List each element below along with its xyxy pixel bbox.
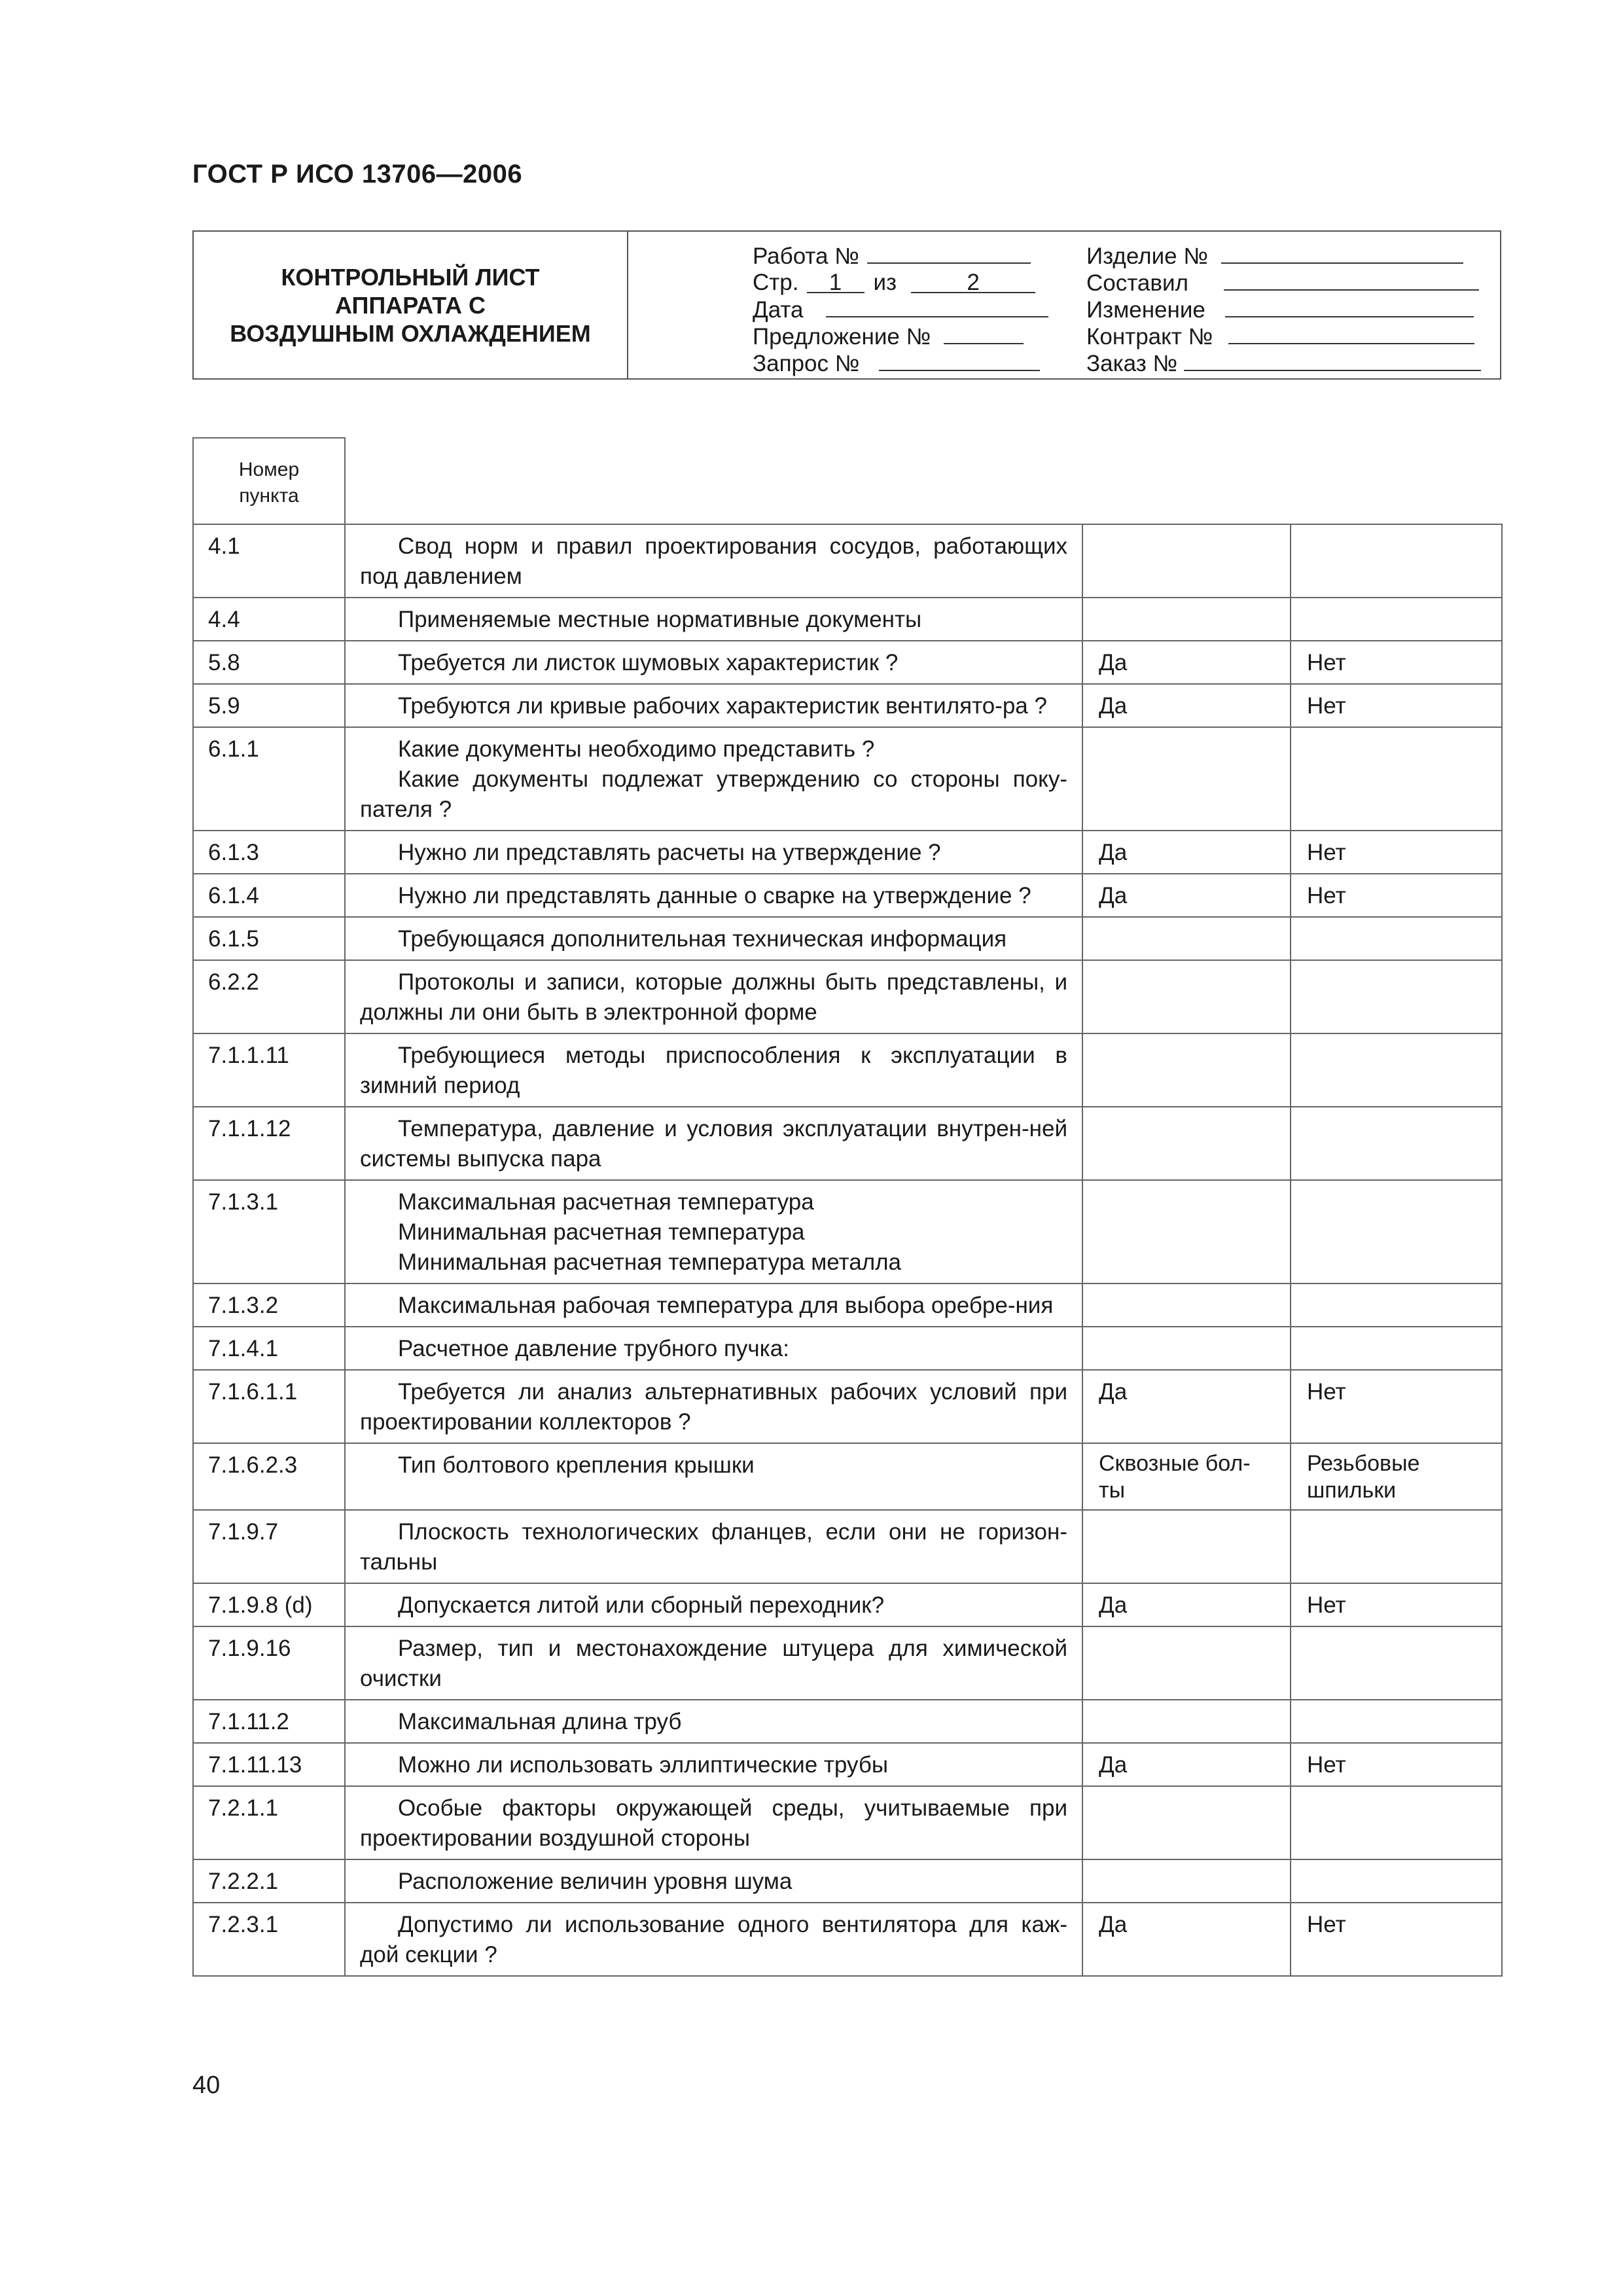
page-field[interactable]: 1 (807, 272, 865, 293)
option-yes-cell[interactable] (1082, 598, 1291, 641)
item-number-label: Изделие № (1086, 243, 1208, 269)
job-number-label: Работа № (753, 243, 859, 269)
contract-row (1086, 323, 1481, 350)
option-no-cell[interactable] (1291, 1033, 1502, 1107)
item-number: 7.1.1.12 (193, 1107, 345, 1180)
table-row (193, 598, 1502, 641)
item-description (345, 1903, 1082, 1976)
item-description (345, 1859, 1082, 1903)
option-yes-cell[interactable] (1082, 1700, 1291, 1743)
item-description-line: Тип болтового крепления крышки (398, 1452, 755, 1478)
item-number: 6.1.3 (193, 831, 345, 874)
option-yes-cell[interactable] (1082, 1180, 1291, 1283)
inquiry-field[interactable] (879, 350, 1040, 371)
item-description-line: Можно ли использовать эллиптические трубы (398, 1752, 889, 1778)
option-no-cell[interactable] (1291, 1700, 1502, 1743)
item-description-line: Требующиеся методы приспособления к эксплуатации в зимний период (360, 1043, 1067, 1098)
option-yes-cell[interactable] (1082, 727, 1291, 831)
option-no-cell[interactable]: Нет (1291, 1583, 1502, 1626)
item-number: 7.1.3.1 (193, 1180, 345, 1283)
item-description-line: Свод норм и правил проектирования сосудов, работающих под давлением (360, 533, 1067, 589)
item-description-line: Требуются ли кривые рабочих характеристик вентилято-ра ? (398, 693, 1047, 719)
option-no-cell[interactable] (1291, 598, 1502, 641)
item-description-line: Какие документы подлежат утверждению со стороны поку-пателя ? (360, 766, 1067, 822)
date-field[interactable] (826, 296, 1048, 317)
option-yes-cell[interactable] (1082, 1859, 1291, 1903)
item-description-line: Максимальная расчетная температура (398, 1189, 814, 1215)
table-row (193, 1626, 1502, 1700)
option-no-cell[interactable]: Резьбовые шпильки (1291, 1443, 1502, 1510)
item-number: 7.1.11.2 (193, 1700, 345, 1743)
option-no-cell[interactable] (1291, 1327, 1502, 1370)
item-description-line: Применяемые местные нормативные документы (398, 607, 922, 632)
table-row (193, 524, 1502, 598)
table-row (193, 917, 1502, 960)
option-yes-cell[interactable]: Да (1082, 1903, 1291, 1976)
option-no-cell[interactable] (1291, 917, 1502, 960)
item-description-line: Максимальная длина труб (398, 1709, 682, 1734)
table-row (193, 1033, 1502, 1107)
table-row (193, 684, 1502, 727)
item-number: 4.1 (193, 524, 345, 598)
table-row (193, 1370, 1502, 1443)
option-yes-cell[interactable] (1082, 1107, 1291, 1180)
option-no-cell[interactable] (1291, 1859, 1502, 1903)
checklist-table (192, 437, 1503, 1977)
checklist-form-header (192, 230, 1501, 380)
item-description (345, 917, 1082, 960)
option-no-cell[interactable]: Нет (1291, 1370, 1502, 1443)
item-description (345, 1180, 1082, 1283)
item-description (345, 1327, 1082, 1370)
item-description (345, 641, 1082, 684)
job-number-row (753, 242, 1048, 269)
date-label: Дата (753, 297, 804, 323)
option-yes-cell[interactable] (1082, 1283, 1291, 1327)
item-description-line: Особые факторы окружающей среды, учитываемые при проектировании воздушной стороны (360, 1795, 1067, 1851)
item-description-line: Требующаяся дополнительная техническая информация (398, 926, 1007, 952)
job-number-field[interactable] (867, 242, 1031, 264)
prepared-by-label: Составил (1086, 270, 1188, 296)
item-number: 7.1.6.1.1 (193, 1370, 345, 1443)
option-no-cell[interactable] (1291, 960, 1502, 1033)
item-description-line: Какие документы необходимо представить ? (398, 736, 875, 762)
item-description (345, 1510, 1082, 1583)
item-number: 7.1.11.13 (193, 1743, 345, 1786)
option-yes-cell[interactable] (1082, 1510, 1291, 1583)
prepared-by-row (1086, 269, 1481, 296)
item-description-line: Расположение величин уровня шума (398, 1869, 793, 1894)
item-description-line: Плоскость технологических фланцев, если они не горизон-тальны (360, 1519, 1067, 1575)
option-yes-cell[interactable]: Да (1082, 1370, 1291, 1443)
item-description-line: Минимальная расчетная температура (398, 1219, 805, 1245)
option-no-cell[interactable] (1291, 1107, 1502, 1180)
form-title-line: ВОЗДУШНЫМ ОХЛАЖДЕНИЕМ (230, 319, 591, 347)
item-number: 7.1.3.2 (193, 1283, 345, 1327)
page-number: 40 (192, 2072, 221, 2099)
item-number: 6.1.5 (193, 917, 345, 960)
option-no-cell[interactable]: Нет (1291, 641, 1502, 684)
item-number: 6.2.2 (193, 960, 345, 1033)
checklist-body (193, 438, 1502, 1976)
table-row (193, 1859, 1502, 1903)
option-yes-cell[interactable] (1082, 960, 1291, 1033)
table-row (193, 641, 1502, 684)
item-description-line: Нужно ли представлять расчеты на утверждение ? (398, 840, 941, 865)
option-no-cell[interactable]: Нет (1291, 831, 1502, 874)
form-fields-right (1086, 242, 1481, 376)
option-no-cell[interactable] (1291, 1180, 1502, 1283)
item-description (345, 1700, 1082, 1743)
option-yes-cell[interactable]: Да (1082, 684, 1291, 727)
table-row (193, 1107, 1502, 1180)
option-yes-cell[interactable] (1082, 1786, 1291, 1859)
item-description-line: Нужно ли представлять данные о сварке на утверждение ? (398, 883, 1031, 908)
item-number: 7.2.3.1 (193, 1903, 345, 1976)
item-number-header-line: пункта (239, 485, 299, 507)
option-yes-cell[interactable] (1082, 1033, 1291, 1107)
order-field[interactable] (1184, 350, 1481, 371)
option-no-cell[interactable] (1291, 727, 1502, 831)
item-description-line: Температура, давление и условия эксплуатации внутрен-ней системы выпуска пара (360, 1116, 1067, 1172)
proposal-row (753, 323, 1048, 350)
item-number-field[interactable] (1221, 242, 1463, 264)
item-description-line: Максимальная рабочая температура для выбора оребре-ния (398, 1293, 1054, 1318)
option-yes-cell[interactable]: Да (1082, 1743, 1291, 1786)
option-yes-cell[interactable]: Да (1082, 641, 1291, 684)
item-number: 5.8 (193, 641, 345, 684)
page-label: Стр. (753, 270, 799, 295)
option-no-cell[interactable]: Нет (1291, 684, 1502, 727)
item-description (345, 1583, 1082, 1626)
revision-label: Изменение (1086, 297, 1205, 323)
proposal-field[interactable] (944, 323, 1024, 344)
option-no-cell[interactable] (1291, 1510, 1502, 1583)
header-blank (345, 438, 1502, 524)
prepared-by-field[interactable] (1224, 269, 1479, 291)
item-description-line: Требуется ли листок шумовых характеристик ? (398, 650, 899, 675)
option-no-cell[interactable] (1291, 524, 1502, 598)
table-row (193, 1743, 1502, 1786)
item-description (345, 598, 1082, 641)
revision-row (1086, 296, 1481, 323)
total-pages-field[interactable]: 2 (911, 272, 1035, 293)
order-label: Заказ № (1086, 351, 1178, 376)
item-description-line: Минимальная расчетная температура металла (398, 1249, 902, 1275)
item-description (345, 1743, 1082, 1786)
item-number: 6.1.1 (193, 727, 345, 831)
inquiry-row (753, 350, 1048, 376)
item-number: 7.1.9.16 (193, 1626, 345, 1700)
contract-field[interactable] (1228, 323, 1474, 344)
item-description-line: Требуется ли анализ альтернативных рабочих условий при проектировании коллекторов ? (360, 1379, 1067, 1435)
item-description-line: Допустимо ли использование одного вентилятора для каж-дой секции ? (360, 1912, 1067, 1967)
item-description (345, 727, 1082, 831)
item-number: 7.2.1.1 (193, 1786, 345, 1859)
option-no-cell[interactable] (1291, 1786, 1502, 1859)
item-description-line: Допускается литой или сборный переходник? (398, 1592, 885, 1618)
form-title-line: КОНТРОЛЬНЫЙ ЛИСТ (281, 263, 540, 291)
item-description (345, 1370, 1082, 1443)
option-yes-cell[interactable]: Да (1082, 874, 1291, 917)
option-yes-cell[interactable]: Сквозные бол-ты (1082, 1443, 1291, 1510)
table-row (193, 1786, 1502, 1859)
item-description (345, 960, 1082, 1033)
table-row (193, 1443, 1502, 1510)
item-description-line: Протоколы и записи, которые должны быть представлены, и должны ли они быть в электронной форме (360, 969, 1067, 1025)
contract-label: Контракт № (1086, 324, 1213, 350)
table-row (193, 960, 1502, 1033)
option-yes-cell[interactable] (1082, 917, 1291, 960)
form-title-line: АППАРАТА С (334, 291, 486, 319)
option-no-cell[interactable]: Нет (1291, 1903, 1502, 1976)
option-yes-cell[interactable]: Да (1082, 1583, 1291, 1626)
table-row (193, 1903, 1502, 1976)
form-fields (628, 232, 1500, 378)
item-number-row (1086, 242, 1481, 269)
table-row (193, 727, 1502, 831)
document-header: ГОСТ Р ИСО 13706—2006 (192, 160, 523, 188)
item-number: 7.1.1.11 (193, 1033, 345, 1107)
item-number: 7.1.9.7 (193, 1510, 345, 1583)
item-description (345, 874, 1082, 917)
option-no-cell[interactable] (1291, 1626, 1502, 1700)
item-number-header (193, 438, 345, 524)
item-description (345, 684, 1082, 727)
table-row (193, 1510, 1502, 1583)
option-no-cell[interactable]: Нет (1291, 1743, 1502, 1786)
item-number: 5.9 (193, 684, 345, 727)
item-number: 7.2.2.1 (193, 1859, 345, 1903)
page-row (753, 269, 1048, 296)
item-description (345, 1626, 1082, 1700)
of-label: из (873, 270, 897, 295)
date-row (753, 296, 1048, 323)
table-header-row (193, 438, 1502, 524)
option-yes-cell[interactable] (1082, 1626, 1291, 1700)
table-row (193, 874, 1502, 917)
item-number: 6.1.4 (193, 874, 345, 917)
item-description (345, 1033, 1082, 1107)
option-no-cell[interactable] (1291, 1283, 1502, 1327)
option-yes-cell[interactable]: Да (1082, 831, 1291, 874)
option-yes-cell[interactable] (1082, 524, 1291, 598)
order-row (1086, 350, 1481, 376)
table-row (193, 831, 1502, 874)
item-number: 7.1.9.8 (d) (193, 1583, 345, 1626)
item-description (345, 831, 1082, 874)
table-row (193, 1583, 1502, 1626)
table-row (193, 1283, 1502, 1327)
item-description (345, 1107, 1082, 1180)
item-number: 7.1.4.1 (193, 1327, 345, 1370)
revision-field[interactable] (1225, 296, 1474, 317)
table-row (193, 1327, 1502, 1370)
item-number-header-line: Номер (238, 459, 300, 480)
item-description-line: Расчетное давление трубного пучка: (398, 1336, 789, 1361)
option-no-cell[interactable]: Нет (1291, 874, 1502, 917)
item-number: 7.1.6.2.3 (193, 1443, 345, 1510)
form-title (194, 232, 628, 378)
item-description (345, 1786, 1082, 1859)
option-yes-cell[interactable] (1082, 1327, 1291, 1370)
form-fields-left (753, 242, 1048, 376)
inquiry-label: Запрос № (753, 351, 860, 376)
table-row (193, 1180, 1502, 1283)
item-description (345, 1283, 1082, 1327)
item-description-line: Размер, тип и местонахождение штуцера для химической очистки (360, 1636, 1067, 1691)
item-number: 4.4 (193, 598, 345, 641)
table-row (193, 1700, 1502, 1743)
item-description (345, 1443, 1082, 1510)
item-description (345, 524, 1082, 598)
proposal-label: Предложение № (753, 324, 931, 350)
